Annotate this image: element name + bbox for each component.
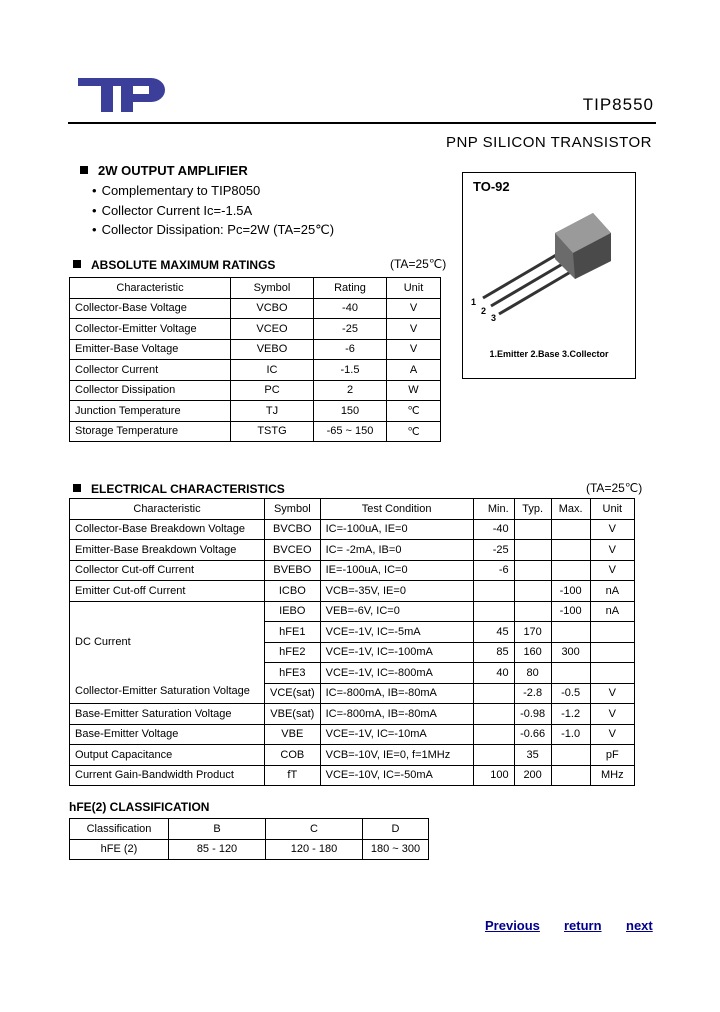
abs-max-title: ABSOLUTE MAXIMUM RATINGS	[73, 258, 275, 272]
table-row: hFE3 VCE=-1V, IC=-800mA 40 80	[70, 663, 635, 684]
table-row: Junction Temperature TJ 150 ℃	[70, 401, 441, 422]
table-row: Base-Emitter Saturation Voltage VBE(sat) IC=-800mA, IB=-80mA -0.98 -1.2 V	[70, 704, 635, 725]
classification-title: hFE(2) CLASSIFICATION	[69, 800, 210, 814]
pin-label: 1	[471, 297, 477, 307]
table-row: DC Current Collector-Emitter Saturation Voltage IEBO VEB=-6V, IC=0 -100 nA	[70, 601, 635, 622]
table-row: Output Capacitance COB VCB=-10V, IE=0, f=1MHz 35 pF	[70, 745, 635, 766]
table-row: Emitter Cut-off Current ICBO VCB=-35V, IE=0 -100 nA	[70, 581, 635, 602]
to92-package-icon	[463, 173, 635, 343]
table-row: Collector Dissipation PC 2 W	[70, 380, 441, 401]
part-description: PNP SILICON TRANSISTOR	[445, 134, 652, 151]
feature-item: • Complementary to TIP8050	[92, 181, 334, 201]
table-header-row: Classification B C D	[70, 819, 429, 840]
electrical-table	[69, 498, 635, 786]
header-divider	[68, 122, 656, 124]
package-box	[462, 172, 636, 379]
return-link[interactable]: return	[564, 918, 602, 933]
table-header-row: Characteristic Symbol Test Condition Min. Typ. Max. Unit	[70, 499, 635, 520]
part-number: TIP8550	[582, 95, 654, 114]
pin-label: 2	[481, 306, 487, 316]
table-row: hFE1 VCE=-1V, IC=-5mA 45 170	[70, 622, 635, 643]
bullet-square-icon	[80, 166, 88, 174]
table-row: VCE(sat) IC=-800mA, IB=-80mA -2.8 -0.5 V	[70, 683, 635, 704]
table-row: hFE2 VCE=-1V, IC=-100mA 85 160 300	[70, 642, 635, 663]
table-row: Base-Emitter Voltage VBE VCE=-1V, IC=-10mA -0.66 -1.0 V	[70, 724, 635, 745]
table-row: Collector Current IC -1.5 A	[70, 360, 441, 381]
features-list	[92, 181, 334, 240]
pin-label: 3	[491, 313, 497, 323]
classification-table	[69, 818, 429, 860]
electrical-title: ELECTRICAL CHARACTERISTICS	[73, 482, 285, 496]
pin-caption: 1.Emitter 2.Base 3.Collector	[489, 349, 609, 359]
abs-max-table	[69, 277, 441, 442]
table-row: Emitter-Base Breakdown Voltage BVCEO IC= -2mA, IB=0 -25 V	[70, 540, 635, 561]
feature-item: • Collector Dissipation: Pc=2W (TA=25℃)	[92, 220, 334, 240]
table-row: Collector-Emitter Voltage VCEO -25 V	[70, 319, 441, 340]
bullet-square-icon	[73, 484, 81, 492]
table-row: Collector Cut-off Current BVEBO IE=-100uA, IC=0 -6 V	[70, 560, 635, 581]
company-logo	[73, 76, 173, 114]
bullet-square-icon	[73, 260, 81, 268]
table-row: Current Gain-Bandwidth Product fT VCE=-10V, IC=-50mA 100 200 MHz	[70, 765, 635, 786]
next-link[interactable]: next	[626, 918, 653, 933]
table-row: Storage Temperature TSTG -65 ~ 150 ℃	[70, 421, 441, 442]
features-title: 2W OUTPUT AMPLIFIER	[80, 163, 248, 178]
feature-item: • Collector Current Ic=-1.5A	[92, 201, 334, 221]
table-row: Collector-Base Breakdown Voltage BVCBO IC=-100uA, IE=0 -40 V	[70, 519, 635, 540]
table-row: Collector-Base Voltage VCBO -40 V	[70, 298, 441, 319]
table-row: Emitter-Base Voltage VEBO -6 V	[70, 339, 441, 360]
package-title: TO-92	[473, 179, 510, 194]
previous-link[interactable]: Previous	[485, 918, 540, 933]
table-row: hFE (2) 85 - 120 120 - 180 180 ~ 300	[70, 839, 429, 860]
electrical-condition: (TA=25℃)	[586, 481, 643, 495]
abs-max-condition: (TA=25℃)	[390, 257, 447, 271]
table-header-row: Characteristic Symbol Rating Unit	[70, 278, 441, 299]
